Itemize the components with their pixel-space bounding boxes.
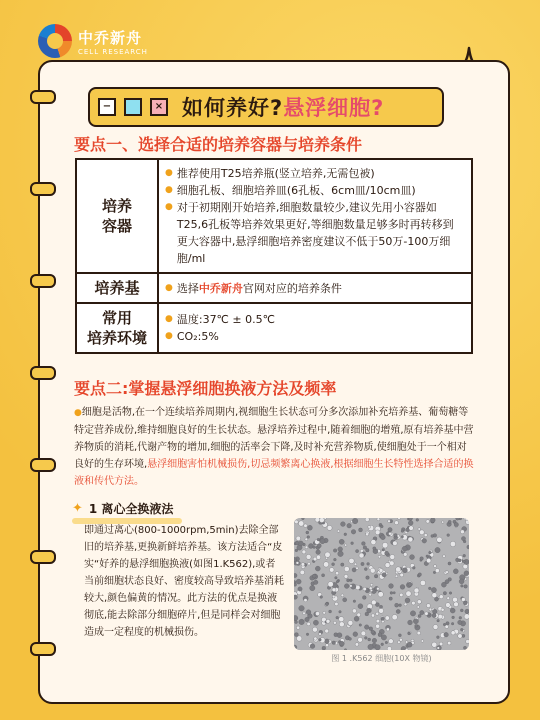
maximize-icon xyxy=(124,98,142,116)
method1-description: 即通过离心(800-1000rpm,5min)去除全部旧的培养基,更换新鲜培养基。该方法适合“皮实“好养的悬浮细胞换液(如图1.K562),或者当前细胞状态良好、密度较高导致培养基消耗较大,颜色偏黄的情况。此方法的优点是换液彻底,能去除部分细胞碎片,但是同样会对细胞造成一定程度的机械损伤。 xyxy=(84,525,284,638)
binder-ring-icon xyxy=(30,366,56,380)
minimize-icon: − xyxy=(98,98,116,116)
close-icon: × xyxy=(150,98,168,116)
binder-ring-icon xyxy=(30,274,56,288)
brand-logo xyxy=(38,24,148,58)
table-row xyxy=(76,303,472,353)
bullet-dot-icon: ● xyxy=(165,331,173,341)
image-caption: 图 1 .K562 细胞(10X 物镜) xyxy=(331,654,432,663)
culture-conditions-table xyxy=(75,158,473,354)
method1-heading: ✦ 1 离心全换液法 xyxy=(72,501,174,516)
binder-ring-icon xyxy=(30,642,56,656)
brand-name-cn: 中乔新舟 xyxy=(78,28,143,47)
title-window-bar xyxy=(88,87,444,127)
bullet-dot-icon: ● xyxy=(74,408,82,418)
binder-ring-icon xyxy=(30,182,56,196)
row-content: ● 推荐使用T25培养瓶(竖立培养,无需包被) ● 细胞孔板、细胞培养皿(6孔板、6cm皿/10cm皿) ● 对于初期刚开始培养,细胞数量较少,建议先用小容器如T25,6孔板等培养效果更好,等细胞数量足够多时再转移到更大容器中,悬浮细胞培养密度建议不低于50万-100万细胞/ml xyxy=(158,159,472,273)
notebook-card xyxy=(38,60,510,704)
bullet-dot-icon: ● xyxy=(165,202,173,212)
sparkle-icon: ✦ xyxy=(72,501,83,516)
bullet-dot-icon: ● xyxy=(165,282,173,293)
page-title: 如何养好?悬浮细胞? xyxy=(182,96,385,120)
row-label-medium: 培养基 xyxy=(76,273,158,303)
binder-ring-icon xyxy=(30,458,56,472)
row-content: ● 选择中乔新舟官网对应的培养条件 xyxy=(158,273,472,303)
row-content: ● 温度:37℃ ± 0.5℃ ● CO₂:5% xyxy=(158,303,472,353)
section2-heading: 要点二:掌握悬浮细胞换液方法及频率 xyxy=(74,379,337,398)
section1-heading: 要点一、选择合适的培养容器与培养条件 xyxy=(74,135,363,154)
warning-text: 悬浮细胞害怕机械损伤,切忌频繁离心换液,根据细胞生长特性选择合适的换液和传代方法。 xyxy=(74,459,474,487)
bullet-dot-icon: ● xyxy=(165,314,173,324)
binder-ring-icon xyxy=(30,550,56,564)
bullet-dot-icon: ● xyxy=(165,168,173,178)
bullet-dot-icon: ● xyxy=(165,185,173,195)
k562-microscope-image xyxy=(294,518,469,650)
brand-name-en: CELL RESEARCH xyxy=(78,47,148,56)
brand-highlight: 中乔新舟 xyxy=(198,281,243,295)
row-label-container: 培养 容器 xyxy=(76,159,158,273)
logo-mark-icon xyxy=(38,24,72,58)
section2-paragraph: ●细胞是活物,在一个连续培养周期内,视细胞生长状态可分多次添加补充培养基、葡萄糖等特定营养成份,维持细胞良好的生长状态。悬浮培养过程中,随着细胞的增殖,原有培养基中营养物质的消耗,代谢产物的增加,细胞的活率会下降,及时补充营养物质,使细胞处于一个相对良好的生存环境,悬浮细胞害怕机械损伤,切忌频繁离心换液,根据细胞生长特性选择合适的换液和传代方法。 xyxy=(74,407,474,487)
table-row xyxy=(76,273,472,303)
table-row xyxy=(76,159,472,273)
binder-ring-icon xyxy=(30,90,56,104)
row-label-environment: 常用 培养环境 xyxy=(76,303,158,353)
